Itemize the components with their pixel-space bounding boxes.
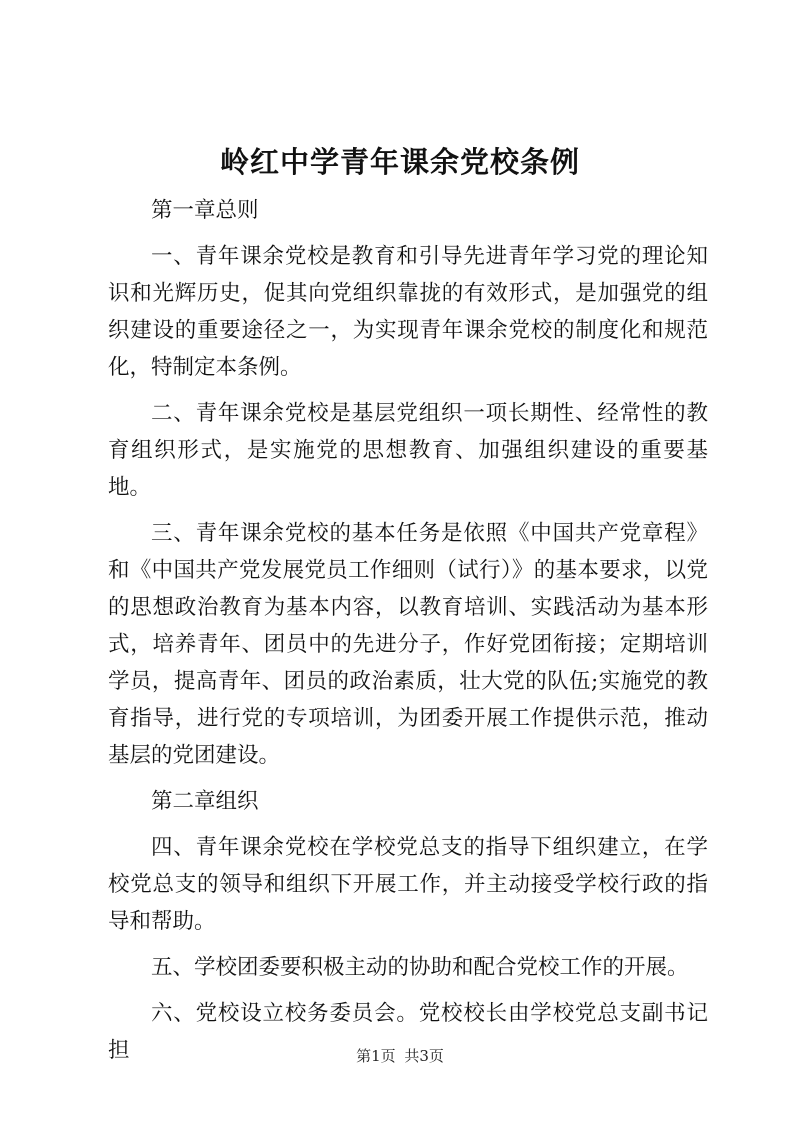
page-total: 共3页 bbox=[404, 1047, 444, 1065]
chapter-heading: 第一章总则 bbox=[151, 198, 259, 223]
paragraph: 二、青年课余党校是基层党组织一项长期性、经常性的教育组织形式，是实施党的思想教育、加强组织建设的重要基地。 bbox=[108, 401, 708, 500]
paragraph: 一、青年课余党校是教育和引导先进青年学习党的理论知识和光辉历史，促其向党组织靠拢的有效形式，是加强党的组织建设的重要途径之一，为实现青年课余党校的制度化和规范化，特制定本条例。 bbox=[108, 244, 708, 380]
paragraph: 三、青年课余党校的基本任务是依照《中国共产党章程》和《中国共产党发展党员工作细则（试行）》的基本要求，以党的思想政治教育为基本内容，以教育培训、实践活动为基本形式，培养青年、团员中的先进分子，作好党团衔接；定期培训学员，提高青年、团员的政治素质，壮大党的队伍;实施党的教育指导，进行党的专项培训，为团委开展工作提供示范，推动基层的党团建设。 bbox=[108, 521, 708, 768]
document-title: 岭红中学青年课余党校条例 bbox=[219, 145, 580, 179]
page-number: 第1页 bbox=[356, 1047, 396, 1065]
paragraph: 五、学校团委要积极主动的协助和配合党校工作的开展。 bbox=[151, 955, 689, 980]
document-body bbox=[108, 192, 708, 1078]
chapter-heading: 第二章组织 bbox=[151, 789, 259, 814]
paragraph: 六、党校设立校务委员会。党校校长由学校党总支副书记担 bbox=[108, 1001, 708, 1063]
page-footer bbox=[0, 1045, 800, 1066]
paragraph: 四、青年课余党校在学校党总支的指导下组织建立，在学校党总支的领导和组织下开展工作，并主动接受学校行政的指导和帮助。 bbox=[108, 835, 708, 934]
